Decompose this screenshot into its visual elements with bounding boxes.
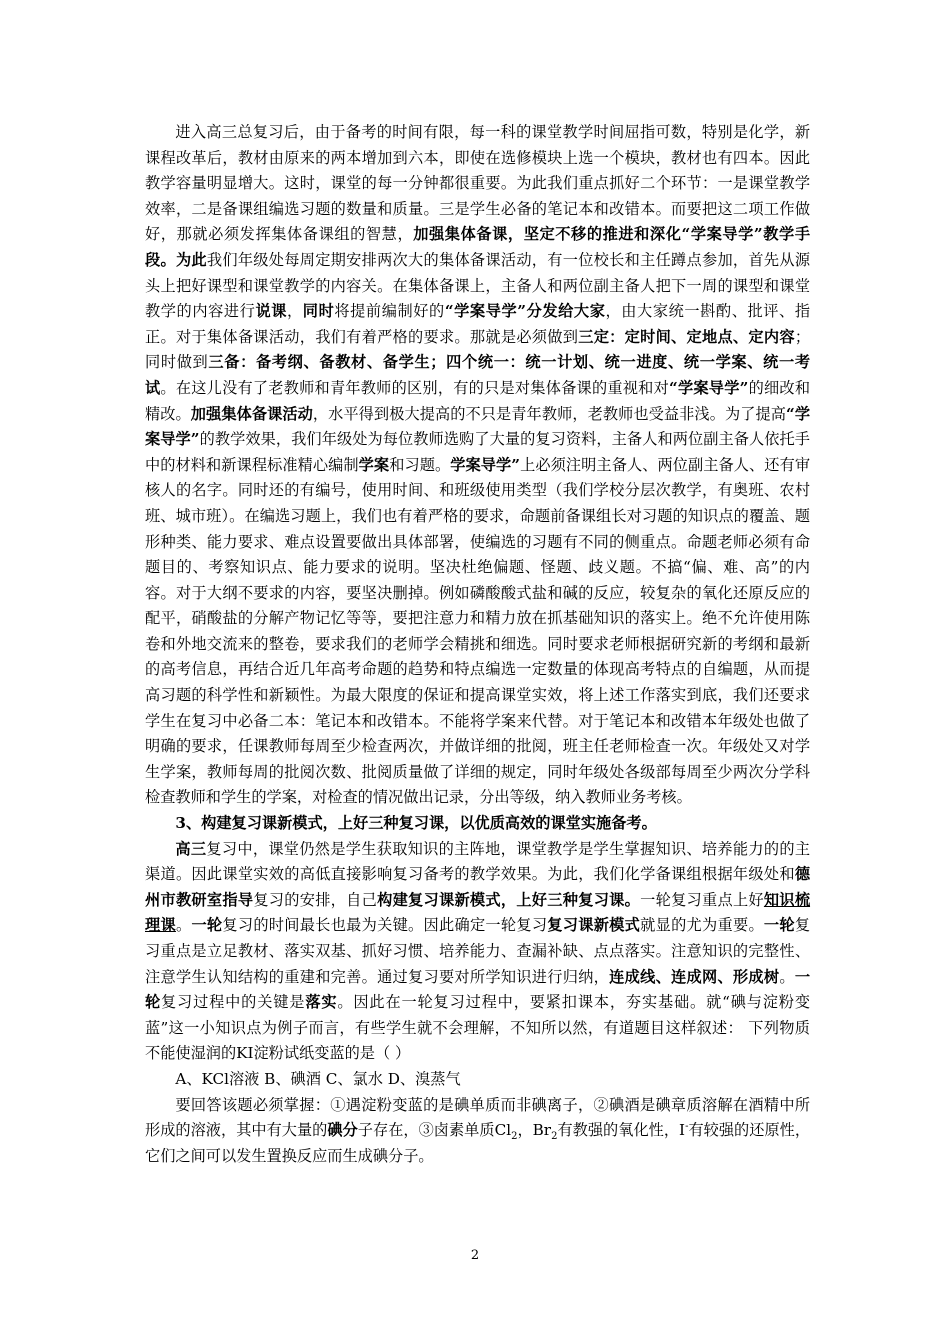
bold-text-segment: 一轮 xyxy=(763,916,795,935)
text-segment: 和习题。 xyxy=(389,455,451,474)
bold-text-segment: 一轮 xyxy=(191,916,223,935)
bold-text-segment: 高三 xyxy=(175,839,207,858)
bold-text-segment: 3、构建复习课新模式，上好三种复习课，以优质高效的课堂实施备考。 xyxy=(175,814,657,833)
bold-text-segment: 德州市教研室指导 xyxy=(145,865,810,909)
text-segment: 子存在，③卤素单质Cl xyxy=(357,1121,512,1140)
text-segment: ，水平得到极大提高的不只是青年教师，老教师也受益非浅。为了提高 xyxy=(312,404,787,423)
text-segment: 复习重点是立足教材、落实双基、抓好习惯、培养能力、查漏补缺、点点落实。注意知识的完整性、注意学生认知结构的重建和完善。通过复习要对所学知识进行归纳， xyxy=(145,916,811,986)
bold-text-segment: 加强集体备课活动 xyxy=(190,404,313,423)
paragraph xyxy=(145,120,810,811)
text-segment: 一轮复习重点上好 xyxy=(640,890,764,909)
text-segment: ；同时做到 xyxy=(145,327,811,372)
text-segment: 。 xyxy=(779,967,795,986)
text-segment: 复习中，课堂仍然是学生获取知识的主阵地，课堂教学是学生掌握知识、培养能力的的主渠道。因此课堂实效的高低直接影响复习备考的教学效果。为此，我们化学备课组根据年级处和 xyxy=(145,839,811,884)
bold-text-segment: 构建复习课新模式，上好三种复习课。 xyxy=(377,890,641,909)
bold-text-segment: 知识梳理课 xyxy=(145,890,811,935)
bold-text-segment: 三备：备考纲、备教材、备学生；四个统一：统一计划、统一进度、统一学案、统一考试 xyxy=(145,353,811,397)
bold-text-segment: 学案导学” xyxy=(450,455,521,474)
bold-text-segment: “学案导学” xyxy=(145,404,811,449)
bold-text-segment: “学案导学” xyxy=(669,378,749,397)
text-segment: 复习的时间最长也最为关键。因此确定一轮复习 xyxy=(222,916,548,935)
text-segment: ，由大家统一斟酌、批评、指正。对于集体备课活动，我们有着严格的要求。那就是必须做到 xyxy=(145,302,811,346)
bold-text-segment: 一轮 xyxy=(145,967,811,1012)
text-segment: ，Br xyxy=(517,1121,552,1140)
bold-text-segment: 复习课新模式 xyxy=(547,916,641,935)
text-segment: 2 xyxy=(551,1131,558,1143)
text-segment: 的细改和精改。 xyxy=(145,378,811,423)
paragraph xyxy=(145,1067,810,1093)
text-segment: 就显的尤为重要。 xyxy=(640,916,764,935)
text-segment: 我们年级处每周定期安排两次大的集体备课活动，有一位校长和主任蹲点参加，首先从源头上把好课型和课堂教学的内容关。在集体备课上，主备人和两位副主备人把下一周的课型和课堂教学的内容进行 xyxy=(145,250,811,321)
text-segment: 要回答该题必须掌握：①遇淀粉变蓝的是碘单质而非碘离子，②碘酒是碘章质溶解在酒精中所形成的溶液，其中有大量的 xyxy=(145,1095,810,1140)
page-number: 2 xyxy=(470,1248,480,1263)
text-segment: 复习的安排，自己 xyxy=(253,890,378,909)
text-segment: 进入高三总复习后，由于备考的时间有限，每一科的课堂教学时间屈指可数，特别是化学，新课程改革后，教材由原来的两本增加到六本，即使在选修模块上选一个模块，教材也有四本。因此教学容量明显增大。这时，课堂的每一分钟都很重要。为此我们重点抓好二个环节：一是课堂教学效率，二是备课组编选习题的数量和质量。三是学生必备的笔记本和改错本。而要把这二项工作做好，那就必须发挥集体备课组的智慧， xyxy=(145,123,810,244)
text-segment: 。在这儿没有了老教师和青年教师的区别，有的只是对集体备课的重视和对 xyxy=(160,378,670,397)
document-body xyxy=(145,120,810,1169)
text-segment: 将提前编制好的 xyxy=(334,302,445,321)
text-segment: ， xyxy=(287,302,303,321)
bold-text-segment: 加强集体备课，坚定不移的推进和深化“学案导学”教学手段。为此 xyxy=(145,225,811,269)
bold-text-segment: 落实 xyxy=(305,993,338,1012)
paragraph xyxy=(145,837,810,1067)
bold-text-segment: 三定：定时间、定地点、定内容 xyxy=(578,327,795,346)
text-segment: A、KCl溶液 B、碘酒 C、氯水 D、溴蒸气 xyxy=(175,1069,461,1088)
bold-text-segment: “学案导学”分发给大家 xyxy=(444,302,606,321)
bold-text-segment: 说课 xyxy=(255,302,288,321)
text-segment: 。因此在一轮复习过程中，要紧扣课本，夯实基础。就“碘与淀粉变蓝”这一小知识点为例子而言，有些学生就不会理解，不知所以然，有道题目这样叙述： 下列物质不能使湿润的KI淀粉试纸变蓝的是（ ） xyxy=(145,993,811,1063)
text-segment: 有教强的氧化性，I xyxy=(557,1121,686,1140)
paragraph xyxy=(145,1093,810,1170)
bold-text-segment: 同时 xyxy=(302,302,335,321)
text-segment: 有较强的还原性，它们之间可以发生置换反应而生成碘分子。 xyxy=(145,1121,811,1165)
text-segment: 上必须注明主备人、两位副主备人、还有审核人的名字。同时还的有编号，使用时间、和班级使用类型（我们学校分层次教学，有奥班、农村班、城市班）。在编选习题上，我们也有着严格的要求，命题前备课组长对习题的知识点的覆盖、题形种类、能力要求、难点设置要做出具体部署，使编选的习题有不同的侧重点。命题老师必须有命题目的、考察知识点、能力要求的说明。坚决杜绝偏题、怪题、歧义题。不搞“偏、难、高”的内容。对于大纲不要求的内容，要坚决删掉。例如磷酸酸式盐和碱的反应，较复杂的氧化还原反应的配平，硝酸盐的分解产物记忆等等，要把注意力和精力放在抓基础知识的落实上。绝不允许使用陈卷和外地交流来的整卷，要求我们的老师学会精挑和细选。同时要求老师根据研究新的考纲和最新的高考信息，再结合近几年高考命题的趋势和特点编选一定数量的体现高考特点的自编题，从而提高习题的科学性和新颖性。为最大限度的保证和提高课堂实效，将上述工作落实到底，我们还要求学生在复习中必备二本：笔记本和改错本。不能将学案来代替。对于笔记本和改错本年级处也做了明确的要求，任课教师每周至少检查两次，并做详细的批阅，班主任老师检查一次。年级处又对学生学案，教师每周的批阅次数、批阅质量做了详细的规定，同时年级处各级部每周至少两次分学科检查教师和学生的学案，对检查的情况做出记录，分出等级，纳入教师业务考核。 xyxy=(145,455,811,807)
paragraph xyxy=(145,811,810,837)
text-segment: - xyxy=(685,1121,689,1133)
text-segment: 。 xyxy=(175,916,192,935)
text-segment: 复习过程中的关键是 xyxy=(161,993,306,1012)
text-segment: 的教学效果，我们年级处为每位教师选购了大量的复习资料，主备人和两位副主备人依托手中的材料和新课程标准精心编制 xyxy=(145,430,810,474)
text-segment: 2 xyxy=(511,1131,518,1143)
bold-text-segment: 连成线、连成网、形成树 xyxy=(609,967,780,986)
bold-text-segment: 学案 xyxy=(358,455,390,474)
bold-text-segment: 碘分 xyxy=(327,1121,358,1140)
